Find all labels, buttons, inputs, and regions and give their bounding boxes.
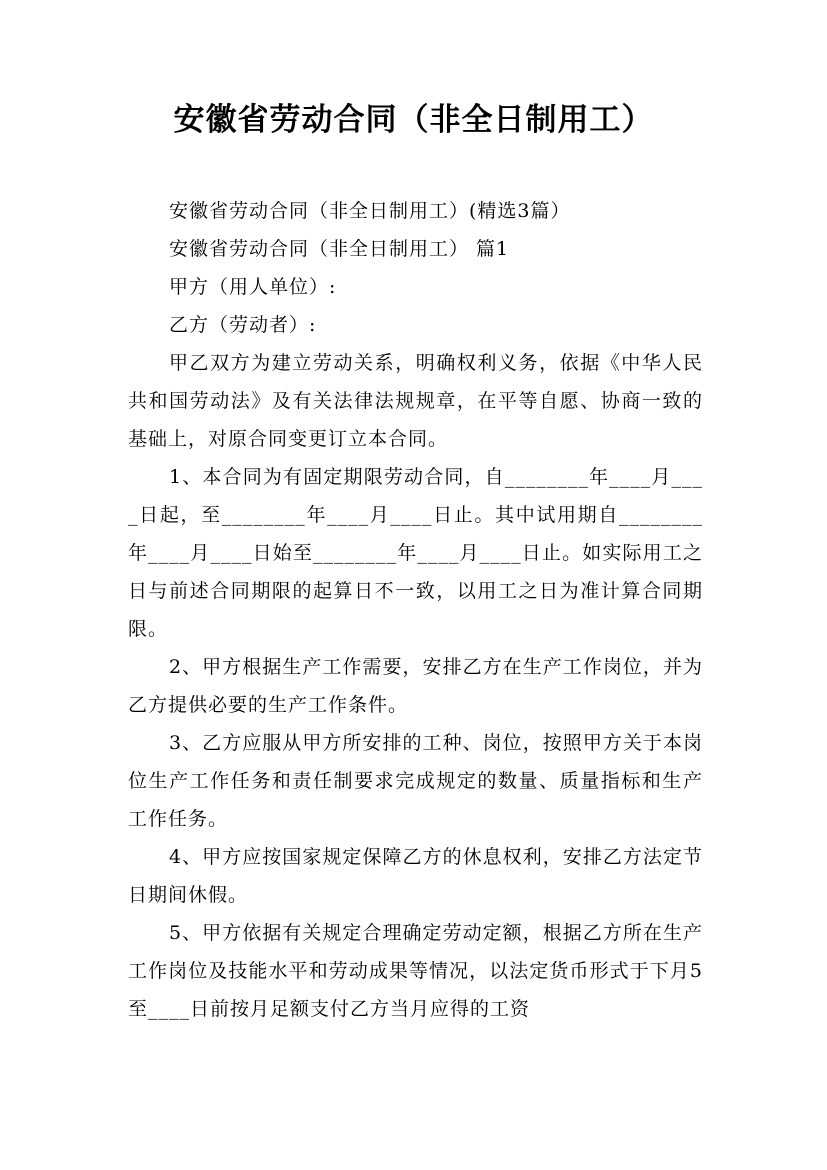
paragraph-clause-5: 5、甲方依据有关规定合理确定劳动定额，根据乙方所在生产工作岗位及技能水平和劳动成果等情况，以法定货币形式于下月5至____日前按月足额支付乙方当月应得的工资 [128, 922, 703, 1020]
paragraph-clause-4: 4、甲方应按国家规定保障乙方的休息权利，安排乙方法定节日期间休假。 [128, 846, 703, 906]
paragraph-party-b: 乙方（劳动者）: [169, 314, 317, 336]
paragraph-party-a: 甲方（用人单位）: [169, 276, 337, 298]
document-body [128, 192, 703, 1028]
paragraph-clause-2: 2、甲方根据生产工作需要，安排乙方在生产工作岗位，并为乙方提供必要的生产工作条件。 [128, 656, 703, 716]
paragraph-clause-3: 3、乙方应服从甲方所安排的工种、岗位，按照甲方关于本岗位生产工作任务和责任制要求完成规定的数量、质量指标和生产工作任务。 [128, 732, 703, 830]
paragraph-preamble: 甲乙双方为建立劳动关系，明确权利义务，依据《中华人民共和国劳动法》及有关法律法规规章，在平等自愿、协商一致的基础上，对原合同变更订立本合同。 [128, 352, 703, 450]
paragraph-clause-1: 1、本合同为有固定期限劳动合同，自________年____月____日起，至________年____月____日止。其中试用期自________年____月____日始至________年____月____日止。如实际用工之日与前述合同期限的起算日不一致，以用工之日为准计算合同期限。 [128, 466, 703, 640]
paragraph-collection-title: 安徽省劳动合同（非全日制用工）(精选3篇） [169, 200, 571, 222]
paragraph-chapter-heading: 安徽省劳动合同（非全日制用工） 篇1 [169, 238, 510, 260]
document-title: 安徽省劳动合同（非全日制用工） [173, 102, 654, 138]
